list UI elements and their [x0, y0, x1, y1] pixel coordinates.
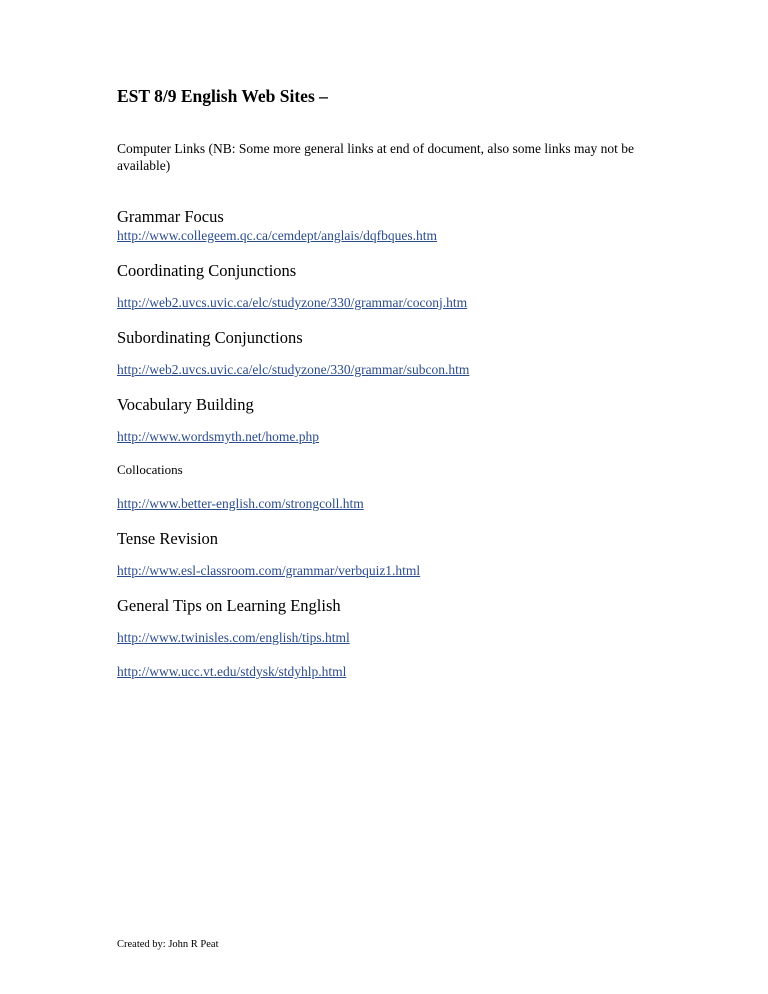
document-section — [117, 207, 640, 244]
section-links — [117, 629, 640, 680]
section-heading: Subordinating Conjunctions — [117, 328, 303, 347]
document-section — [117, 596, 640, 680]
section-links — [117, 294, 640, 311]
section-links — [117, 361, 640, 378]
document-title: EST 8/9 English Web Sites – — [117, 86, 328, 106]
sections — [117, 207, 640, 680]
hyperlink[interactable]: http://www.collegeem.qc.ca/cemdept/anglais/dqfbques.htm — [117, 228, 438, 243]
hyperlink[interactable]: http://www.wordsmyth.net/home.php — [117, 429, 319, 444]
section-heading: Coordinating Conjunctions — [117, 261, 297, 280]
document-section — [117, 529, 640, 579]
intro-text: Computer Links (NB: Some more general links at end of document, also some links may not be available) — [117, 141, 635, 173]
hyperlink[interactable]: http://web2.uvcs.uvic.ca/elc/studyzone/330/grammar/subcon.htm — [117, 362, 470, 377]
hyperlink[interactable]: http://www.esl-classroom.com/grammar/verbquiz1.html — [117, 563, 421, 578]
section-links — [117, 227, 640, 244]
document-section — [117, 395, 640, 445]
document-page — [117, 86, 640, 697]
section-heading: Collocations — [117, 462, 183, 477]
hyperlink[interactable]: http://www.ucc.vt.edu/stdysk/stdyhlp.html — [117, 664, 347, 679]
section-heading: General Tips on Learning English — [117, 596, 341, 615]
document-section — [117, 328, 640, 378]
document-section — [117, 261, 640, 311]
section-links — [117, 428, 640, 445]
section-links — [117, 495, 640, 512]
footer-credit: Created by: John R Peat — [117, 939, 219, 950]
section-links — [117, 562, 640, 579]
section-heading: Vocabulary Building — [117, 395, 254, 414]
hyperlink[interactable]: http://web2.uvcs.uvic.ca/elc/studyzone/330/grammar/coconj.htm — [117, 295, 468, 310]
hyperlink[interactable]: http://www.better-english.com/strongcoll.htm — [117, 496, 364, 511]
document-section — [117, 462, 640, 512]
section-heading: Tense Revision — [117, 529, 219, 548]
hyperlink[interactable]: http://www.twinisles.com/english/tips.html — [117, 630, 350, 645]
section-heading: Grammar Focus — [117, 207, 224, 226]
